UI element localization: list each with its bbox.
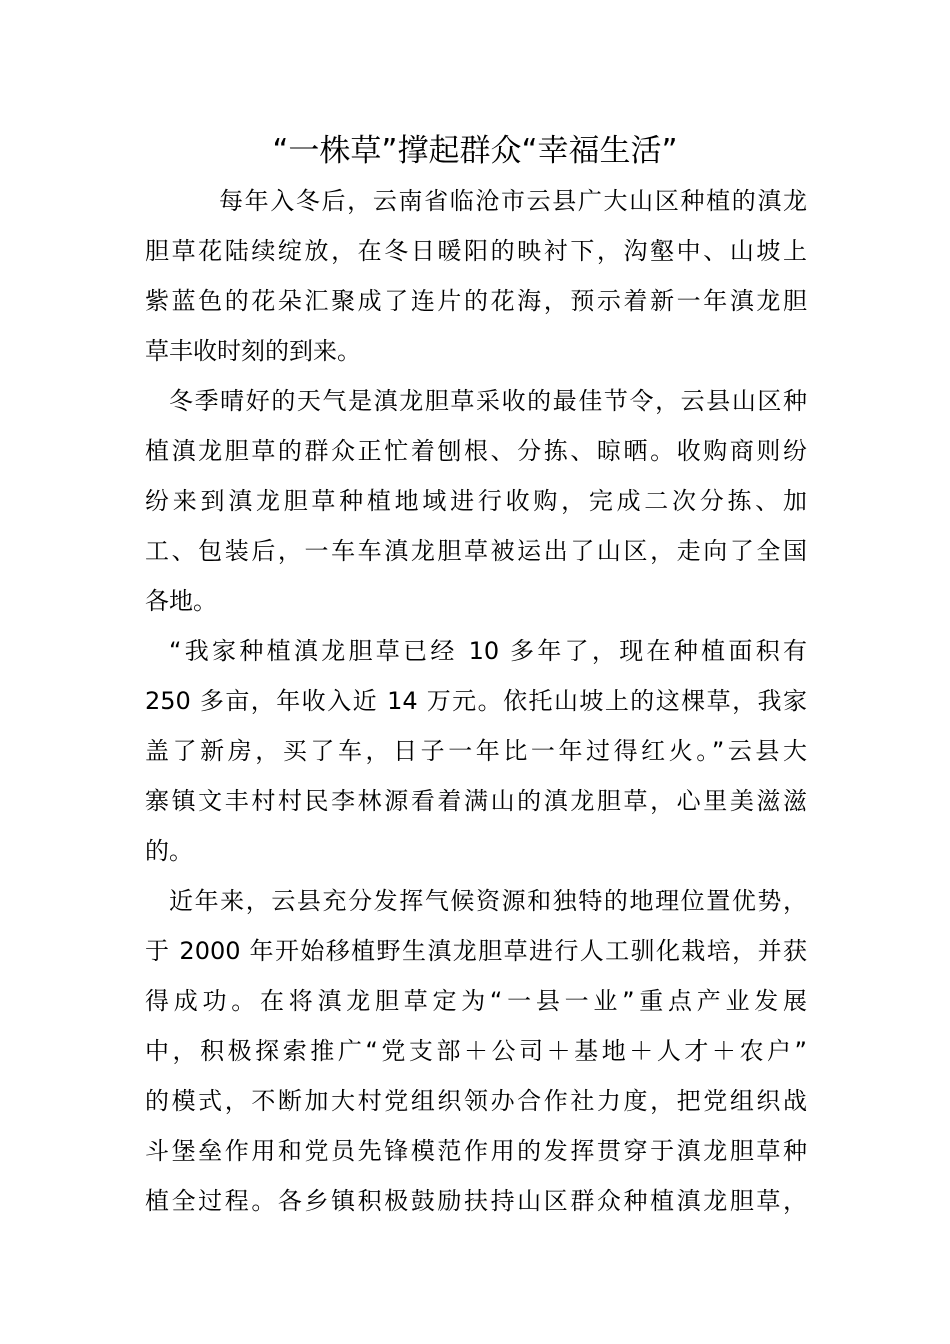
document-title: “一株草”撑起群众“幸福生活” bbox=[272, 133, 678, 169]
text-line: 的模式，不断加大村党组织领办合作社力度，把党组织战 bbox=[145, 1087, 807, 1115]
text-line: 各地。 bbox=[145, 587, 217, 615]
text-line: 的。 bbox=[145, 837, 193, 865]
text-line: 近年来，云县充分发挥气候资源和独特的地理位置优势， bbox=[169, 887, 807, 915]
text-line: 每年入冬后，云南省临沧市云县广大山区种植的滇龙 bbox=[219, 187, 807, 215]
text-line: 寨镇文丰村村民李林源看着满山的滇龙胆草，心里美滋滋 bbox=[145, 787, 807, 815]
text-line: 植全过程。各乡镇积极鼓励扶持山区群众种植滇龙胆草， bbox=[145, 1187, 807, 1215]
text-line: 得成功。在将滇龙胆草定为“一县一业”重点产业发展 bbox=[145, 987, 807, 1015]
text-line: 冬季晴好的天气是滇龙胆草采收的最佳节令，云县山区种 bbox=[169, 387, 807, 415]
text-line: 植滇龙胆草的群众正忙着刨根、分拣、晾晒。收购商则纷 bbox=[145, 437, 807, 465]
text-line: 纷来到滇龙胆草种植地域进行收购，完成二次分拣、加 bbox=[145, 487, 807, 515]
text-line: 紫蓝色的花朵汇聚成了连片的花海，预示着新一年滇龙胆 bbox=[145, 287, 807, 315]
text-line: 250 多亩，年收入近 14 万元。依托山坡上的这棵草，我家 bbox=[145, 687, 807, 715]
text-line: 于 2000 年开始移植野生滇龙胆草进行人工驯化栽培，并获 bbox=[145, 937, 807, 965]
text-line: 工、包装后，一车车滇龙胆草被运出了山区，走向了全国 bbox=[145, 537, 807, 565]
text-line: “我家种植滇龙胆草已经 10 多年了，现在种植面积有 bbox=[169, 637, 807, 665]
text-line: 胆草花陆续绽放，在冬日暖阳的映衬下，沟壑中、山坡上 bbox=[145, 237, 807, 265]
text-line: 盖了新房，买了车，日子一年比一年过得红火。”云县大 bbox=[145, 737, 807, 765]
text-line: 斗堡垒作用和党员先锋模范作用的发挥贯穿于滇龙胆草种 bbox=[145, 1137, 807, 1165]
text-line: 中，积极探索推广“党支部＋公司＋基地＋人才＋农户” bbox=[145, 1037, 807, 1065]
text-line: 草丰收时刻的到来。 bbox=[145, 337, 361, 365]
